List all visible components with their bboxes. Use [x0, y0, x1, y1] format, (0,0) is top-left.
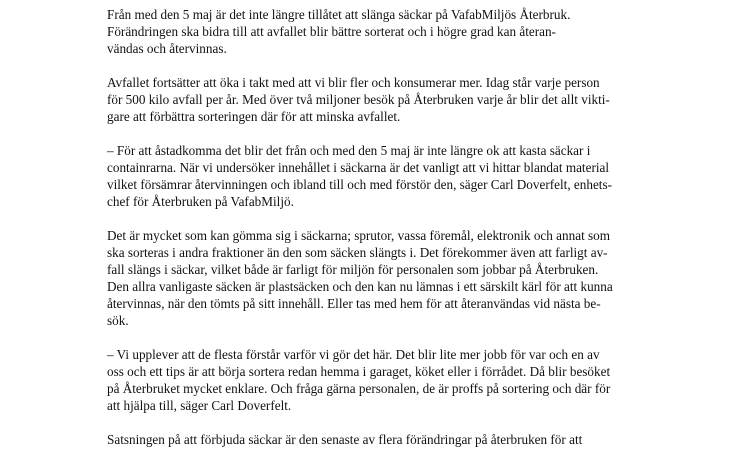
- text-line: återvinnas, när den tömts på sitt innehåll. Eller tas med hem för att återanvändas vid nästa be-: [107, 296, 601, 311]
- text-line: sök.: [107, 313, 129, 328]
- paragraph-quote-2: [107, 346, 647, 414]
- text-line: för 500 kilo avfall per år. Med över två miljoner besök på Återbruken varje år blir det allt vikti-: [107, 92, 610, 107]
- text-line: – För att åstadkomma det blir det från och med den 5 maj är inte längre ok att kasta säckar i: [107, 143, 591, 158]
- text-line: Det är mycket som kan gömma sig i säckarna; sprutor, vassa föremål, elektronik och annat som: [107, 228, 611, 243]
- text-line: Den allra vanligaste säcken är plastsäcken och den kan nu lämnas i ett särskilt kärl för att kunna: [107, 279, 613, 294]
- text-line: vändas och återvinnas.: [107, 41, 227, 56]
- text-line: chef för Återbruken på VafabMiljö.: [107, 194, 294, 209]
- paragraph-quote-1: [107, 142, 647, 210]
- paragraph-initiative: [107, 431, 647, 448]
- paragraph-waste-growth: [107, 74, 647, 125]
- text-line: Avfallet fortsätter att öka i takt med att vi blir fler och konsumerar mer. Idag står varje person: [107, 75, 600, 90]
- text-line: fall slängs i säckar, vilket både är farligt för miljön för personalen som jobbar på Återbruken.: [107, 262, 599, 277]
- text-line: Från med den 5 maj är det inte längre tillåtet att slänga säckar på VafabMiljös Återbruk.: [107, 7, 571, 22]
- text-line: gare att förbättra sorteringen där för att minska avfallet.: [107, 109, 401, 124]
- text-line: att hjälpa till, säger Carl Doverfelt.: [107, 398, 292, 413]
- text-line: ska sorteras i andra fraktioner än den som säcken slängts i. Det förekommer även att farligt av-: [107, 245, 608, 260]
- text-line: vilket försämrar återvinningen och ibland till och med förstör den, säger Carl Doverfelt, enhets-: [107, 177, 612, 192]
- text-line: på Återbruket mycket enklare. Och fråga gärna personalen, de är proffs på sortering och där för: [107, 381, 611, 396]
- text-line: Satsningen på att förbjuda säckar är den senaste av flera förändringar på återbruken för att: [107, 432, 583, 447]
- text-line: containrarna. När vi undersöker innehållet i säckarna är det vanligt att vi hittar blandat material: [107, 160, 610, 175]
- paragraph-intro: [107, 6, 647, 57]
- text-line: – Vi upplever att de flesta förstår varför vi gör det här. Det blir lite mer jobb för var och en av: [107, 347, 600, 362]
- text-line: Förändringen ska bidra till att avfallet blir bättre sorterat och i högre grad kan återan-: [107, 24, 556, 39]
- paragraph-bag-contents: [107, 227, 647, 329]
- document-body: [107, 6, 647, 465]
- text-line: oss och ett tips är att börja sortera redan hemma i garaget, köket eller i förrådet. Då blir besöket: [107, 364, 611, 379]
